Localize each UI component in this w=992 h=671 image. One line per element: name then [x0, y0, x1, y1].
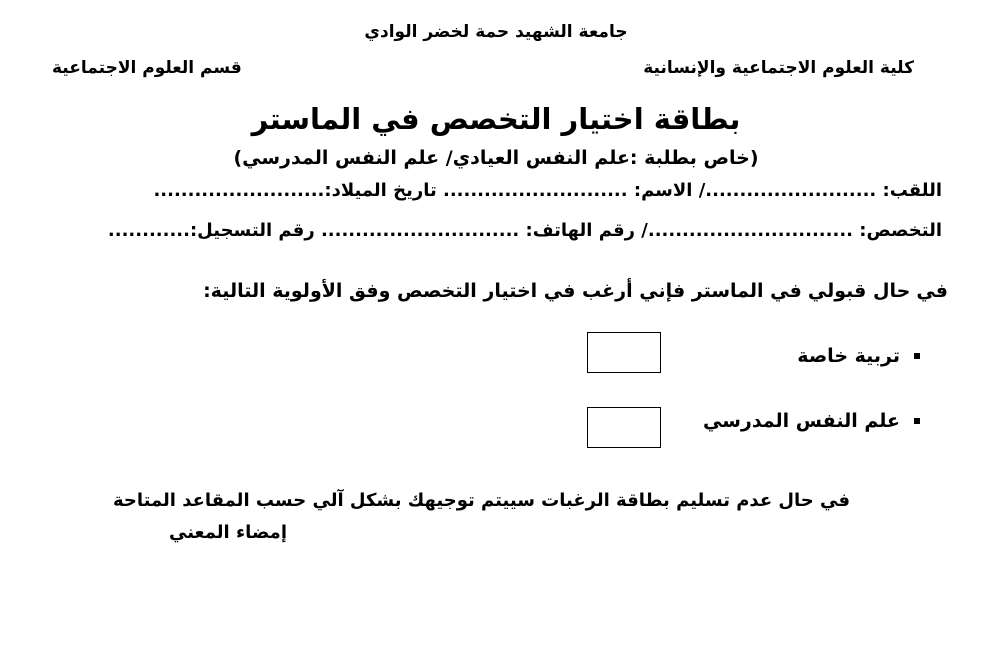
card-title: بطاقة اختيار التخصص في الماستر — [251, 102, 741, 136]
faculty-name: كلية العلوم الاجتماعية والإنسانية — [643, 58, 914, 78]
bullet-icon — [914, 418, 920, 424]
auto-assignment-note: في حال عدم تسليم بطاقة الرغبات سييتم توجيهك بشكل آلي حسب المقاعد المتاحة — [112, 490, 850, 511]
form-row-personal: اللقب: ........................./ الاسم: ........................... تاريخ الميلاد:......................... — [153, 180, 942, 201]
choice-label: علم النفس المدرسي — [702, 410, 900, 432]
signature-label: إمضاء المعني — [169, 522, 287, 543]
instruction-prefix: في — [916, 280, 948, 302]
card-subtitle: (خاص بطلبة :علم النفس العيادي/ علم النفس المدرسي) — [233, 147, 759, 169]
priority-box-special-education[interactable] — [587, 332, 661, 373]
university-name: جامعة الشهيد حمة لخضر الوادي — [364, 22, 628, 42]
choice-school-psychology — [703, 410, 920, 432]
instruction-emphasis: حال قبولي — [807, 280, 911, 302]
form-row-registration: التخصص: ............................../ رقم الهاتف: ............................. رقم التسجيل:............ — [107, 220, 942, 241]
department-name: قسم العلوم الاجتماعية — [52, 58, 242, 78]
choice-label: تربية خاصة — [797, 345, 900, 367]
instruction-text — [203, 280, 948, 302]
choice-special-education — [797, 345, 920, 367]
priority-box-school-psychology[interactable] — [587, 407, 661, 448]
bullet-icon — [914, 353, 920, 359]
instruction-rest: في الماستر فإني أرغب في اختيار التخصص وفق الأولوية التالية: — [203, 280, 802, 302]
